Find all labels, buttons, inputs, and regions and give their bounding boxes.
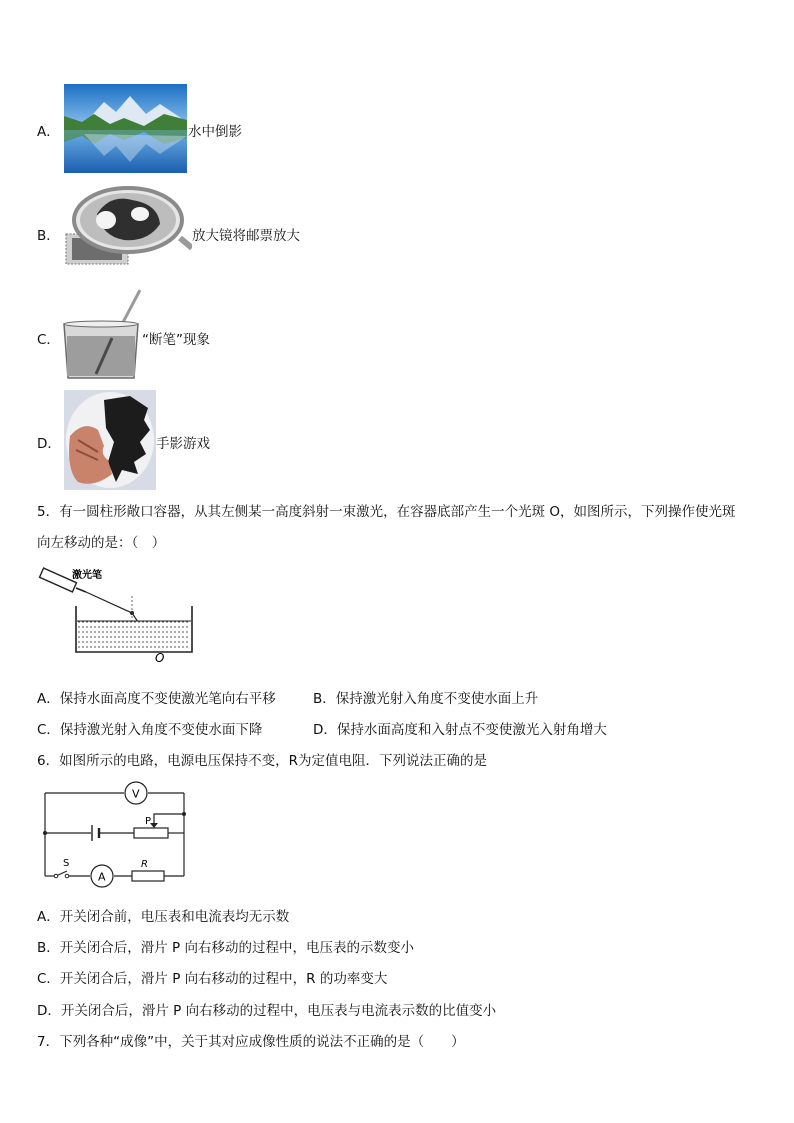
voltmeter-label: V [132,787,140,801]
hand-shadow-picture [64,390,156,490]
lake-reflection-picture [64,84,187,173]
resistor-label: R [141,859,148,870]
question-stem: 7．下列各种“成像”中，关于其对应成像性质的说法不正确的是（ ） [37,1034,465,1050]
option-b: B．保持激光射入角度不变使水面上升 [313,691,539,707]
option-c: C．开关闭合后，滑片 P 向右移动的过程中，R 的功率变大 [37,971,388,987]
magnifier-stamp-picture [62,184,192,269]
option-a: A．开关闭合前，电压表和电流表均无示数 [37,909,290,925]
option-caption: 手影游戏 [156,436,210,452]
light-spot-label: O [155,651,165,665]
broken-pencil-picture [60,288,142,380]
option-letter: B． [37,228,60,244]
option-d: D．保持水面高度和入射点不变使激光入射角增大 [313,722,607,738]
slider-label: P [145,816,152,827]
switch-label: S [63,858,70,869]
circuit-figure [38,778,198,890]
option-caption: 放大镜将邮票放大 [192,228,300,244]
question-stem: 5．有一圆柱形敞口容器，从其左侧某一高度斜射一束激光，在容器底部产生一个光斑 O，如图所示，下列操作使光斑 [37,504,736,520]
option-letter: C． [37,332,60,348]
laser-pen-label: 激光笔 [72,570,102,581]
option-c: C．保持激光射入角度不变使水面下降 [37,722,263,738]
option-caption: “断笔”现象 [142,332,210,348]
question-stem: 6．如图所示的电路，电源电压保持不变，R为定值电阻．下列说法正确的是 [37,753,487,769]
option-a: A．保持水面高度不变使激光笔向右平移 [37,691,276,707]
ammeter-label: A [98,870,106,884]
option-b: B．开关闭合后，滑片 P 向右移动的过程中，电压表的示数变小 [37,940,414,956]
option-d: D．开关闭合后，滑片 P 向右移动的过程中，电压表与电流表示数的比值变小 [37,1003,497,1019]
option-caption: 水中倒影 [188,124,242,140]
question-stem: 向左移动的是：（ ） [37,535,166,551]
laser-container-figure [38,566,198,666]
option-letter: D． [37,436,61,452]
option-letter: A． [37,124,60,140]
